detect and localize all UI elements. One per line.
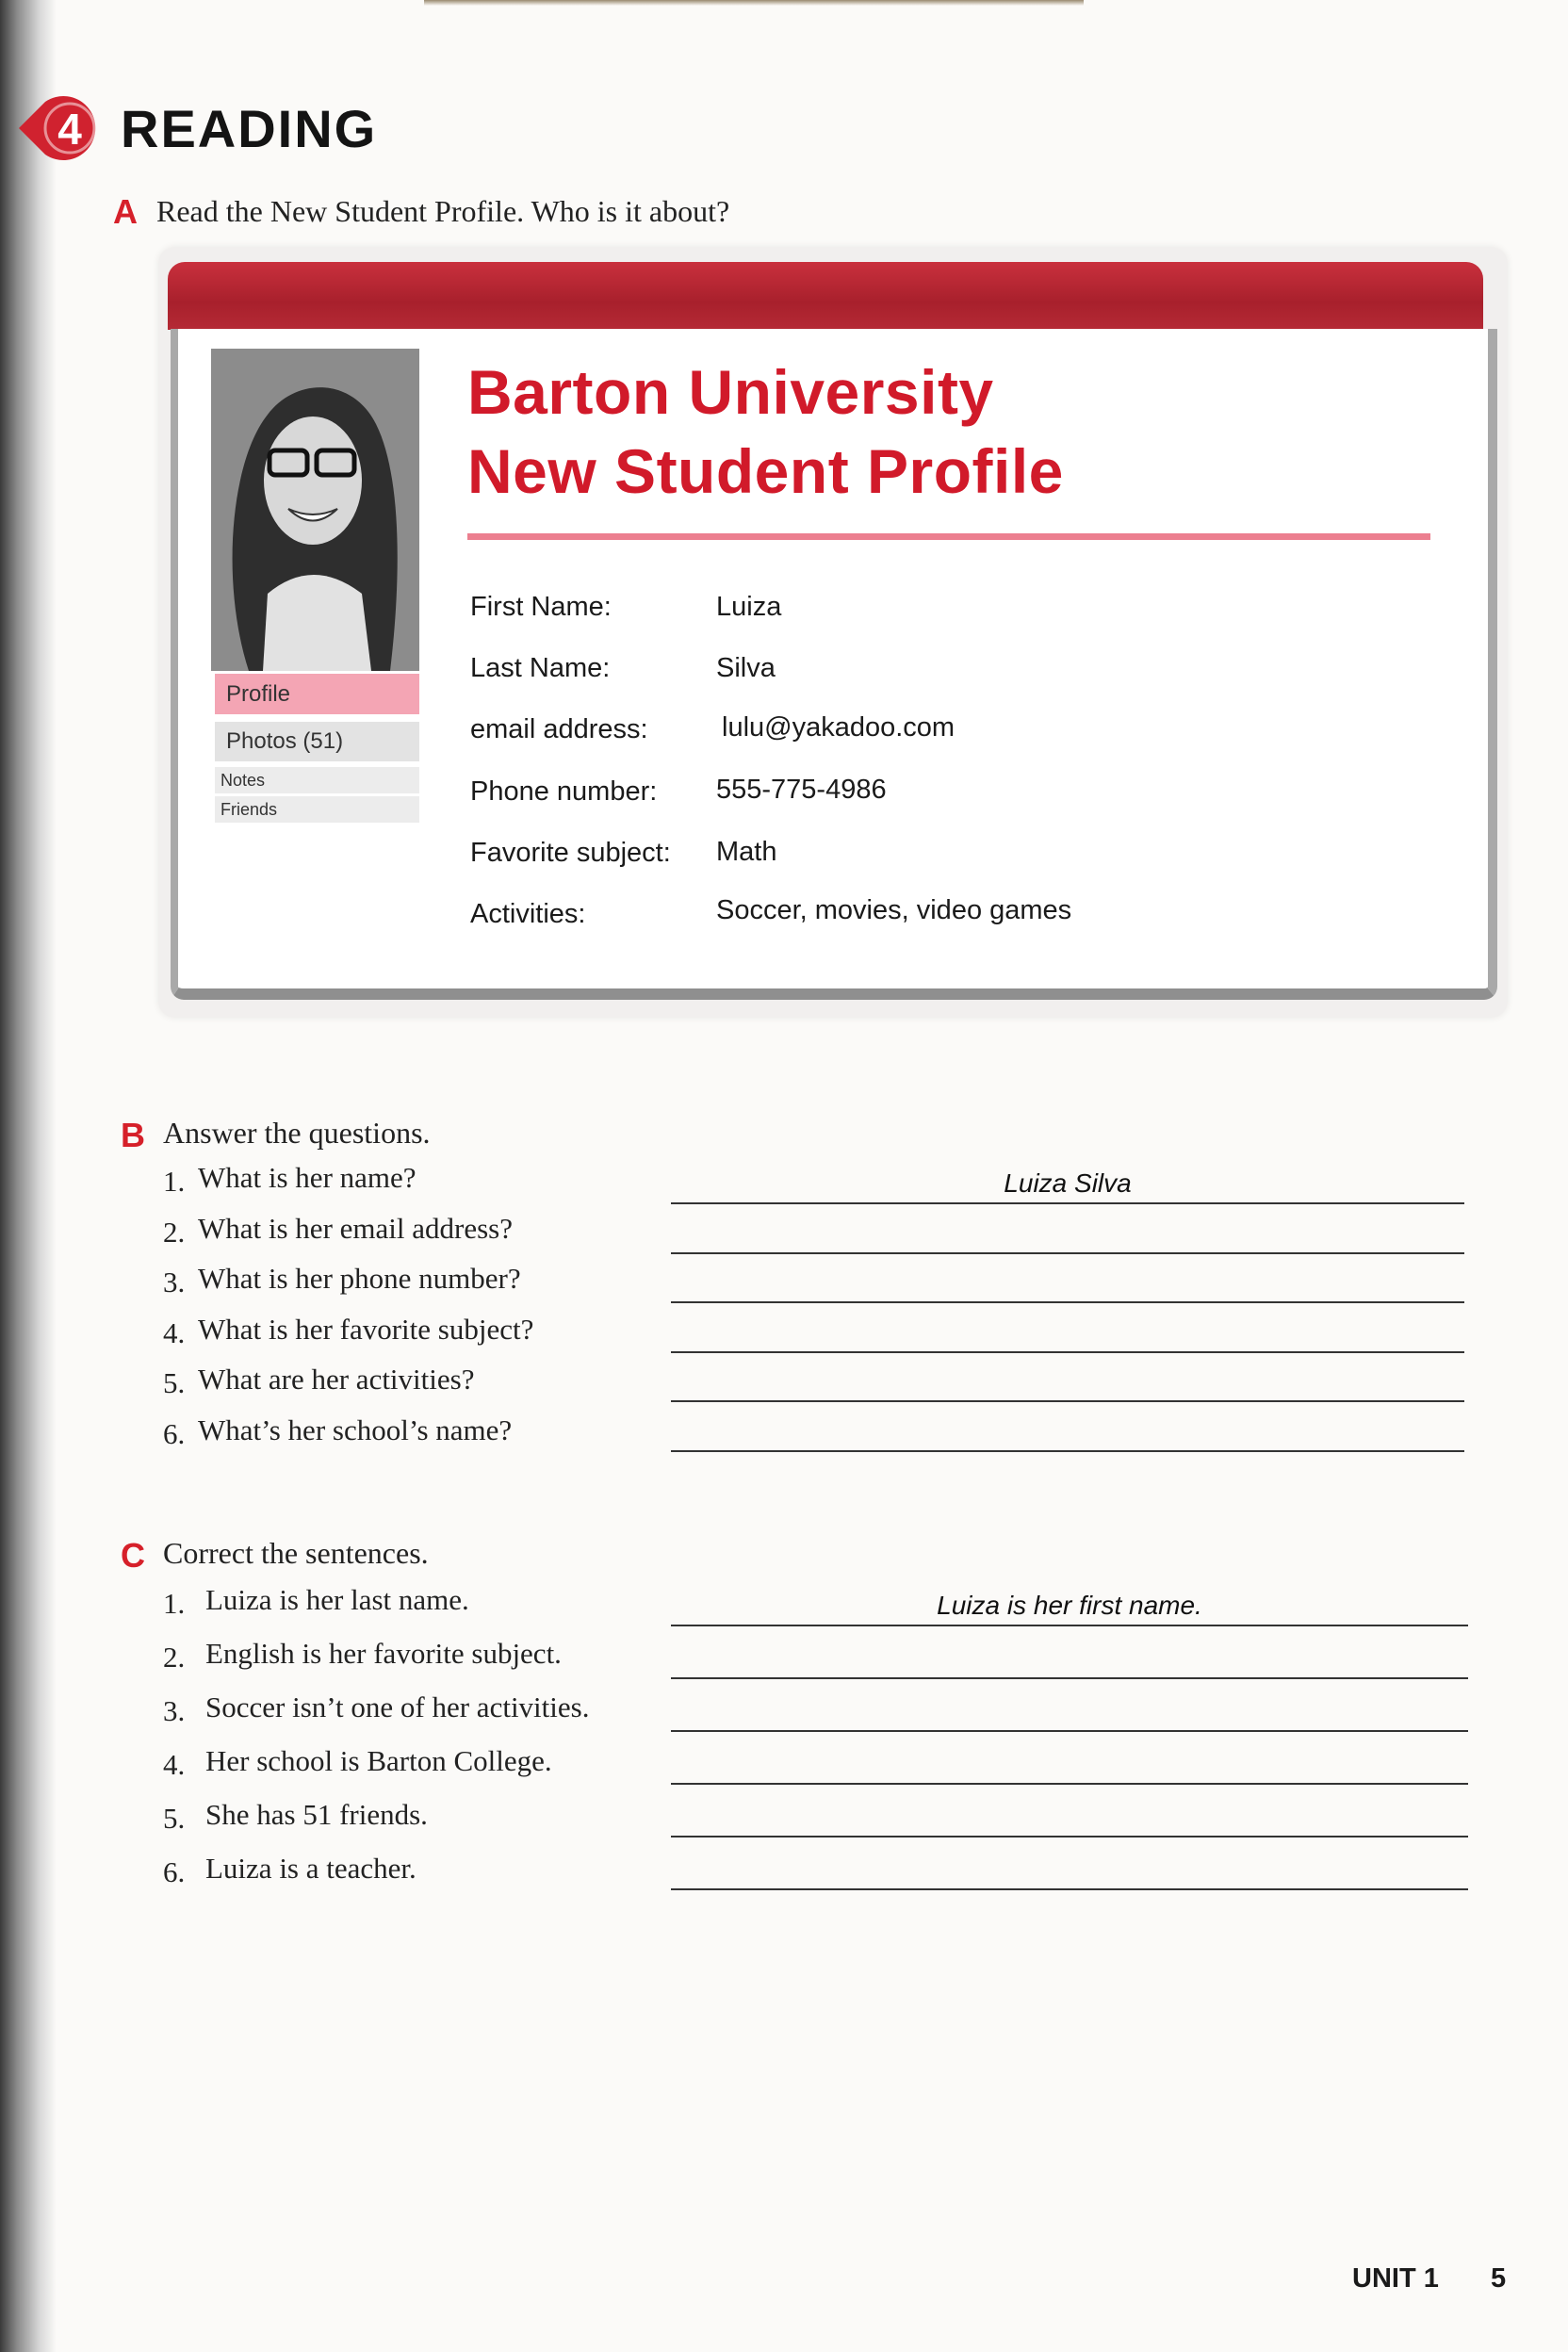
field-value-activities: Soccer, movies, video games bbox=[716, 895, 1072, 925]
field-label-activities: Activities: bbox=[470, 899, 586, 929]
question-number: 1. bbox=[163, 1165, 186, 1198]
question-number: 3. bbox=[163, 1694, 186, 1727]
question-text: What is her favorite subject? bbox=[198, 1312, 534, 1346]
title-divider bbox=[467, 533, 1430, 540]
field-label-favorite-subject: Favorite subject: bbox=[470, 838, 671, 868]
tab-profile[interactable]: Profile bbox=[215, 674, 419, 714]
question-number: 4. bbox=[163, 1315, 186, 1349]
question-number: 1. bbox=[163, 1587, 186, 1620]
question-text: She has 51 friends. bbox=[205, 1798, 428, 1831]
answer-line[interactable] bbox=[671, 1252, 1464, 1254]
field-value-last-name: Silva bbox=[716, 653, 776, 683]
answer-text[interactable]: Luiza Silva bbox=[1004, 1168, 1132, 1198]
part-b-letter: B bbox=[121, 1116, 145, 1154]
answer-line[interactable] bbox=[671, 1450, 1464, 1452]
answer-line[interactable] bbox=[671, 1625, 1468, 1626]
page-top-edge bbox=[424, 0, 1084, 6]
question-number: 5. bbox=[163, 1366, 186, 1400]
question-text: What is her phone number? bbox=[198, 1262, 521, 1296]
part-a-letter: A bbox=[113, 192, 138, 231]
field-value-email: lulu@yakadoo.com bbox=[722, 712, 956, 743]
answer-line[interactable] bbox=[671, 1400, 1464, 1402]
answer-line[interactable] bbox=[671, 1836, 1468, 1838]
profile-title-line2: New Student Profile bbox=[467, 436, 1064, 506]
question-number: 6. bbox=[163, 1855, 186, 1888]
field-value-phone: 555-775-4986 bbox=[716, 775, 887, 805]
question-text: What is her name? bbox=[198, 1161, 416, 1194]
answer-line[interactable] bbox=[671, 1888, 1468, 1890]
tab-friends[interactable]: Friends bbox=[215, 796, 419, 823]
page-number: 5 bbox=[1491, 2263, 1507, 2294]
answer-line[interactable] bbox=[671, 1783, 1468, 1785]
student-photo bbox=[211, 349, 419, 671]
section-title: READING bbox=[121, 99, 378, 158]
answer-line[interactable] bbox=[671, 1301, 1464, 1303]
question-text: Soccer isn’t one of her activities. bbox=[205, 1690, 590, 1723]
part-c-letter: C bbox=[121, 1536, 145, 1575]
question-number: 2. bbox=[163, 1641, 186, 1674]
profile-title-line1: Barton University bbox=[467, 357, 994, 427]
field-label-email: email address: bbox=[470, 714, 648, 744]
answer-line[interactable] bbox=[671, 1730, 1468, 1732]
answer-line[interactable] bbox=[671, 1677, 1468, 1679]
field-label-last-name: Last Name: bbox=[470, 653, 611, 683]
question-number: 2. bbox=[163, 1215, 186, 1249]
answer-text[interactable]: Luiza is her first name. bbox=[937, 1591, 1202, 1620]
field-label-phone: Phone number: bbox=[470, 776, 658, 807]
question-text: Luiza is a teacher. bbox=[205, 1852, 416, 1885]
field-label-first-name: First Name: bbox=[470, 592, 612, 622]
answer-line[interactable] bbox=[671, 1351, 1464, 1353]
part-b-instruction: Answer the questions. bbox=[163, 1116, 431, 1150]
question-text: What are her activities? bbox=[198, 1363, 475, 1396]
field-value-favorite-subject: Math bbox=[716, 837, 777, 867]
question-text: What is her email address? bbox=[198, 1211, 513, 1245]
question-number: 4. bbox=[163, 1748, 186, 1781]
question-text: Luiza is her last name. bbox=[205, 1583, 469, 1616]
question-number: 5. bbox=[163, 1802, 186, 1835]
tab-photos[interactable]: Photos (51) bbox=[215, 722, 419, 761]
tab-notes[interactable]: Notes bbox=[215, 767, 419, 793]
unit-label: UNIT 1 bbox=[1352, 2263, 1439, 2294]
section-number: 4 bbox=[57, 105, 82, 154]
page-binding-shadow bbox=[0, 0, 57, 2352]
part-a-instruction: Read the New Student Profile. Who is it about? bbox=[156, 194, 730, 228]
question-text: Her school is Barton College. bbox=[205, 1744, 552, 1777]
question-text: What’s her school’s name? bbox=[198, 1413, 513, 1446]
part-c-instruction: Correct the sentences. bbox=[163, 1536, 429, 1570]
answer-line[interactable] bbox=[671, 1202, 1464, 1204]
profile-card-header-bar bbox=[168, 262, 1483, 330]
question-number: 3. bbox=[163, 1266, 186, 1299]
question-number: 6. bbox=[163, 1417, 186, 1450]
question-text: English is her favorite subject. bbox=[205, 1637, 562, 1670]
field-value-first-name: Luiza bbox=[716, 592, 782, 622]
